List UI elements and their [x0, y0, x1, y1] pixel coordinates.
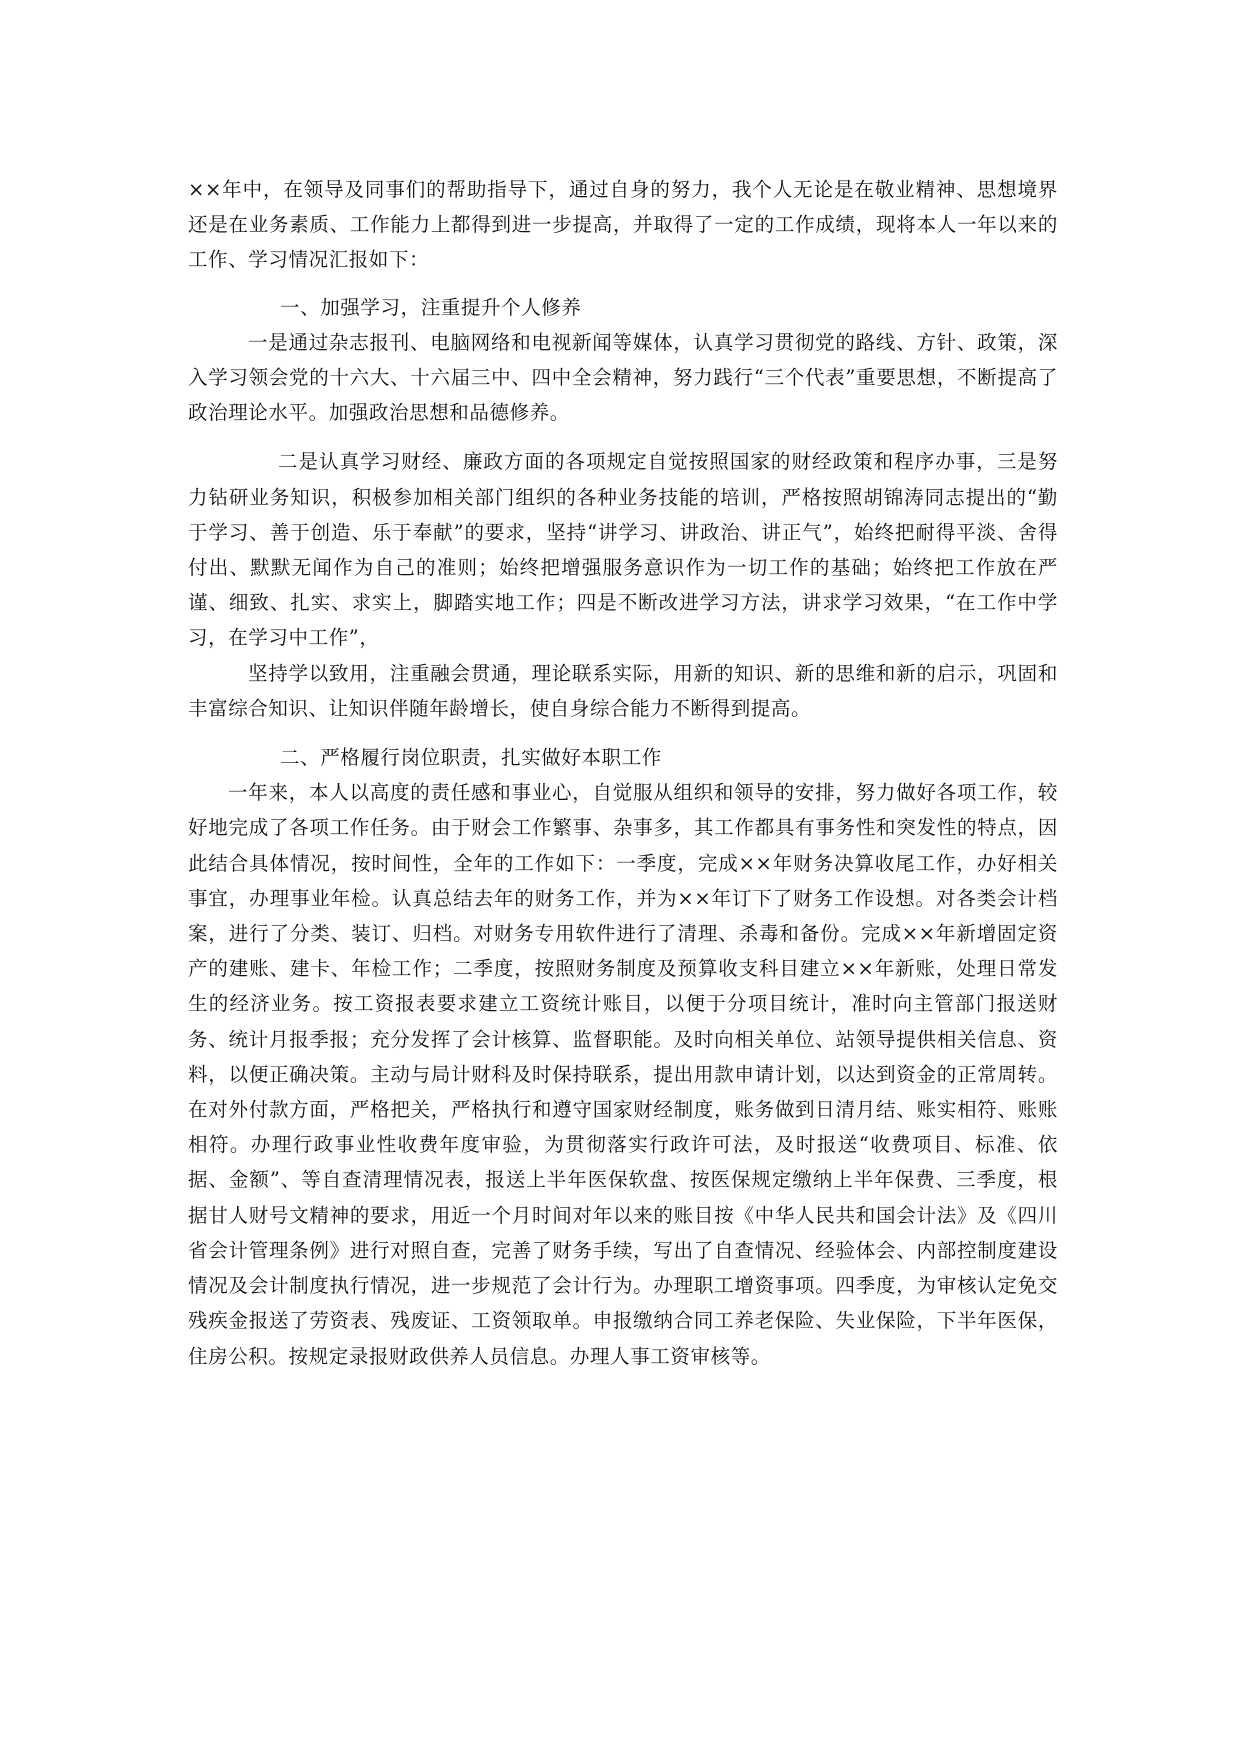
section-heading-1: 一、加强学习，注重提升个人修养 — [280, 295, 582, 319]
paragraph-annual-work: 一年来，本人以高度的责任感和事业心，自觉服从组织和领导的安排，努力做好各项工作，较好地完成了各项工作任务。由于财会工作繁事、杂事多，其工作都具有事务性和突发性的特点，因此结合具体情况，按时间性，全年的工作如下：一季度，完成××年财务决算收尾工作，办好相关事宜，办理事业年检。认真总结去年的财务工作，并为××年订下了财务工作设想。对各类会计档案，进行了分类、装订、归档。对财务专用软件进行了清理、杀毒和备份。完成××年新增固定资产的建账、建卡、年检工作；二季度，按照财务制度及预算收支科目建立××年新账，处理日常发生的经济业务。按工资报表要求建立工资统计账目，以便于分项目统计，准时向主管部门报送财务、统计月报季报；充分发挥了会计核算、监督职能。及时向相关单位、站领导提供相关信息、资料，以便正确决策。主动与局计财科及时保持联系，提出用款申请计划，以达到资金的正常周转。在对外付款方面，严格把关，严格执行和遵守国家财经制度，账务做到日清月结、账实相符、账账相符。办理行政事业性收费年度审验，为贯彻落实行政许可法，及时报送“收费项目、标准、依据、金额”、等自查清理情况表，报送上半年医保软盘、按医保规定缴纳上半年保费、三季度，根据甘人财号文精神的要求，用近一个月时间对年以来的账目按《中华人民共和国会计法》及《四川省会计管理条例》进行对照自查，完善了财务手续，写出了自查情况、经验体会、内部控制度建设情况及会计制度执行情况，进一步规范了会计行为。办理职工增资事项。四季度，为审核认定免交残疾金报送了劳资表、残废证、工资领取单。申报缴纳合同工养老保险、失业保险，下半年医保，住房公积。按规定录报财政供养人员信息。办理人事工资审核等。 — [188, 781, 1058, 1368]
paragraph-apply-learning: 坚持学以致用，注重融会贯通，理论联系实际，用新的知识、新的思维和新的启示，巩固和丰富综合知识、让知识伴随年龄增长，使自身综合能力不断得到提高。 — [188, 661, 1058, 720]
paragraph-study-politics: 一是通过杂志报刊、电脑网络和电视新闻等媒体，认真学习贯彻党的路线、方针、政策，深入学习领会党的十六大、十六届三中、四中全会精神，努力践行“三个代表”重要思想，不断提高了政治理论水平。加强政治思想和品德修养。 — [188, 330, 1058, 425]
paragraph-study-finance: 二是认真学习财经、廉政方面的各项规定自觉按照国家的财经政策和程序办事，三是努力钻研业务知识，积极参加相关部门组织的各种业务技能的培训，严格按照胡锦涛同志提出的“勤于学习、善于创造、乐于奉献”的要求，坚持“讲学习、讲政治、讲正气”，始终把耐得平淡、舍得付出、默默无闻作为自己的准则；始终把增强服务意识作为一切工作的基础；始终把工作放在严谨、细致、扎实、求实上，脚踏实地工作；四是不断改进学习方法，讲求学习效果，“在工作中学习，在学习中工作”， — [188, 450, 1058, 650]
document-body — [188, 172, 1058, 1374]
section-heading-2: 二、严格履行岗位职责，扎实做好本职工作 — [280, 746, 662, 770]
intro-paragraph: ××年中，在领导及同事们的帮助指导下，通过自身的努力，我个人无论是在敬业精神、思想境界还是在业务素质、工作能力上都得到进一步提高，并取得了一定的工作成绩，现将本人一年以来的工作、学习情况汇报如下： — [188, 178, 1058, 272]
